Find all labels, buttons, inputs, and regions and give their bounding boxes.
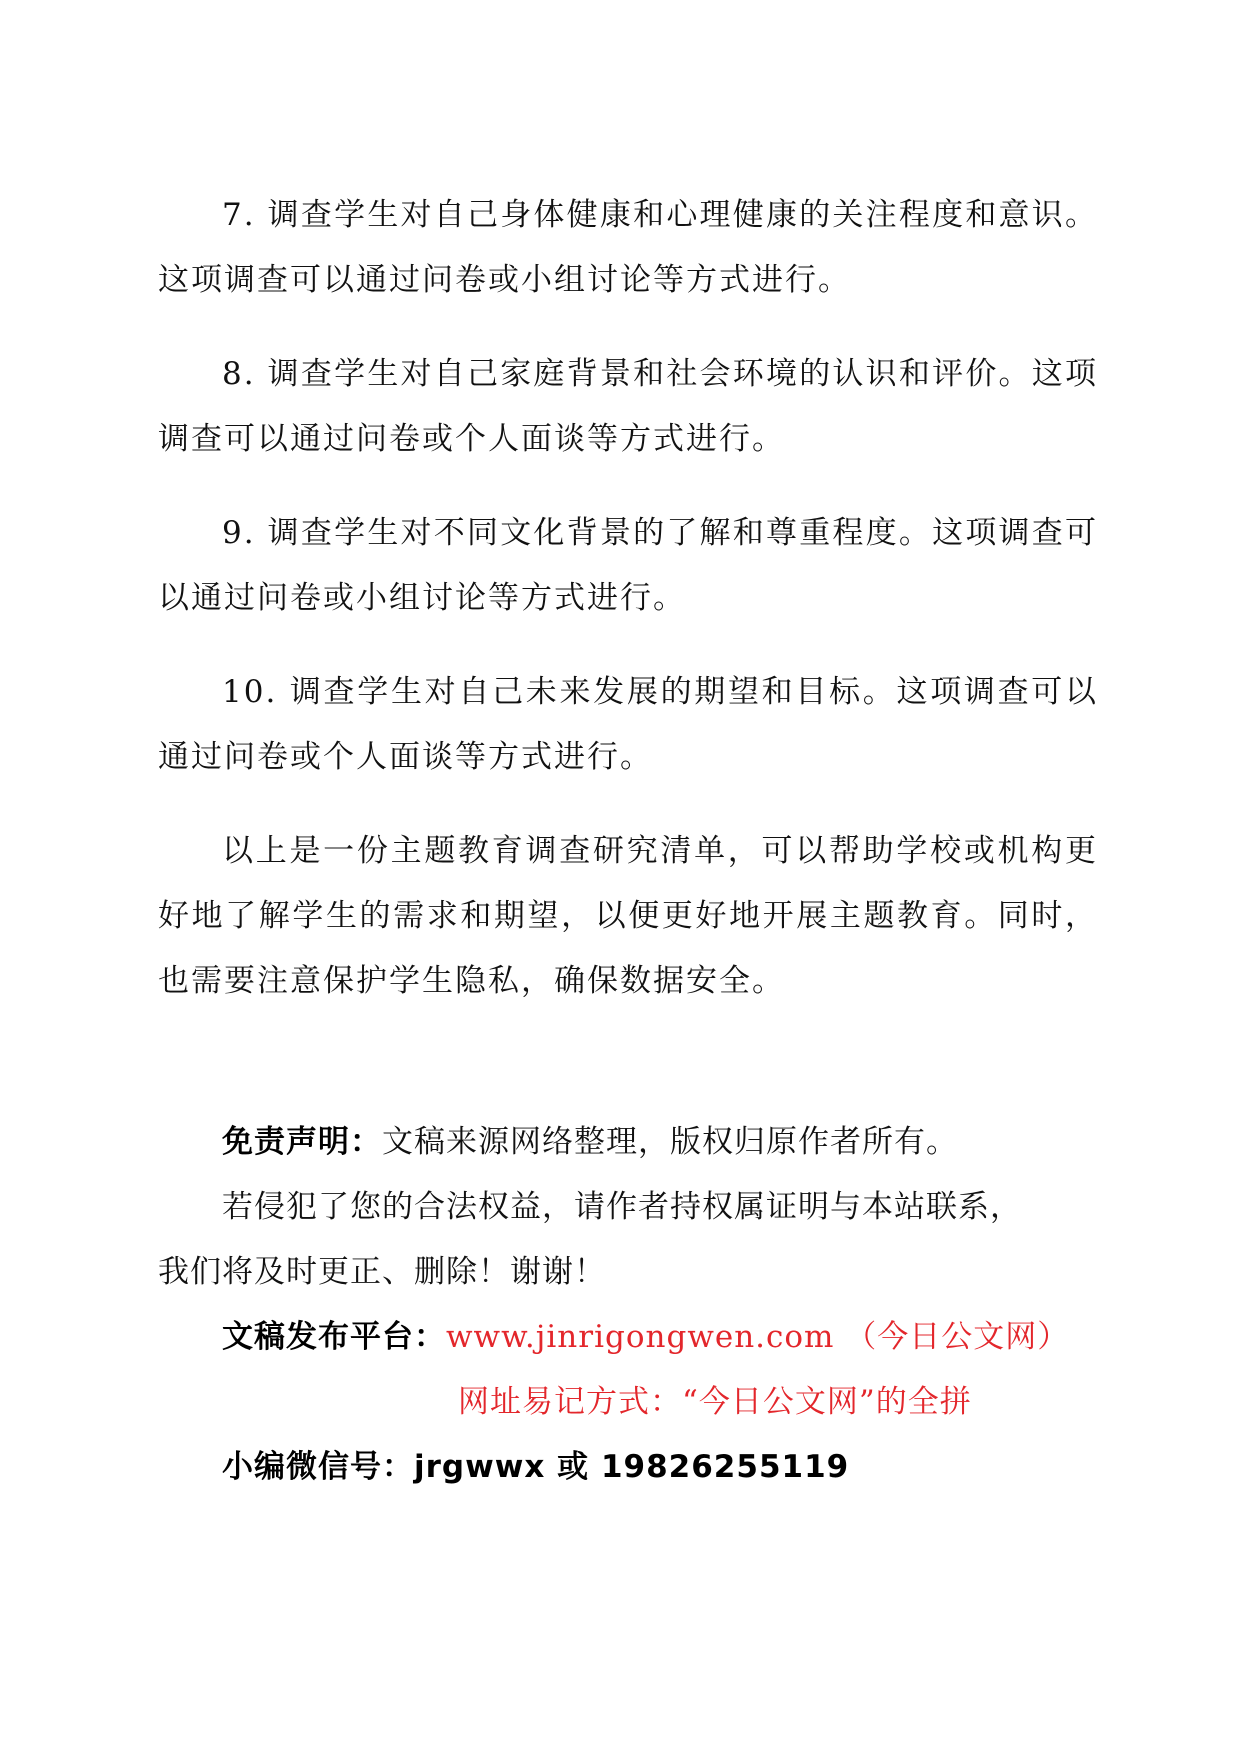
platform-url-link[interactable]: www.jinrigongwen.com （今日公文网） [446, 1319, 1070, 1355]
disclaimer-line-2: 若侵犯了您的合法权益，请作者持权属证明与本站联系， [222, 1189, 1022, 1225]
paragraph-item-8: 8. 调查学生对自己家庭背景和社会环境的认识和评价。这项调查可以通过问卷或个人面谈等方式进行。 [158, 356, 1098, 457]
paragraph-summary: 以上是一份主题教育调查研究清单，可以帮助学校或机构更好地了解学生的需求和期望，以便更好地开展主题教育。同时，也需要注意保护学生隐私，确保数据安全。 [158, 833, 1098, 999]
wechat-line [222, 1435, 1182, 1500]
paragraph-item-9: 9. 调查学生对不同文化背景的了解和尊重程度。这项调查可以通过问卷或小组讨论等方式进行。 [158, 515, 1098, 616]
platform-line [222, 1305, 1182, 1370]
disclaimer-text-1: 文稿来源网络整理，版权归原作者所有。 [382, 1124, 958, 1160]
wechat-label: 小编微信号： [222, 1449, 414, 1485]
disclaimer-line-3: 我们将及时更正、删除！谢谢！ [158, 1254, 606, 1290]
paragraph-item-7: 7. 调查学生对自己身体健康和心理健康的关注程度和意识。这项调查可以通过问卷或小组讨论等方式进行。 [158, 197, 1098, 298]
platform-label: 文稿发布平台： [222, 1319, 446, 1355]
wechat-value: jrgwwx 或 19826255119 [414, 1449, 850, 1485]
platform-tip: 网址易记方式：“今日公文网”的全拼 [458, 1384, 972, 1420]
disclaimer-label: 免责声明： [222, 1124, 382, 1160]
paragraph-item-10: 10. 调查学生对自己未来发展的期望和目标。这项调查可以通过问卷或个人面谈等方式进行。 [158, 674, 1098, 775]
disclaimer-line-1 [222, 1110, 1182, 1175]
